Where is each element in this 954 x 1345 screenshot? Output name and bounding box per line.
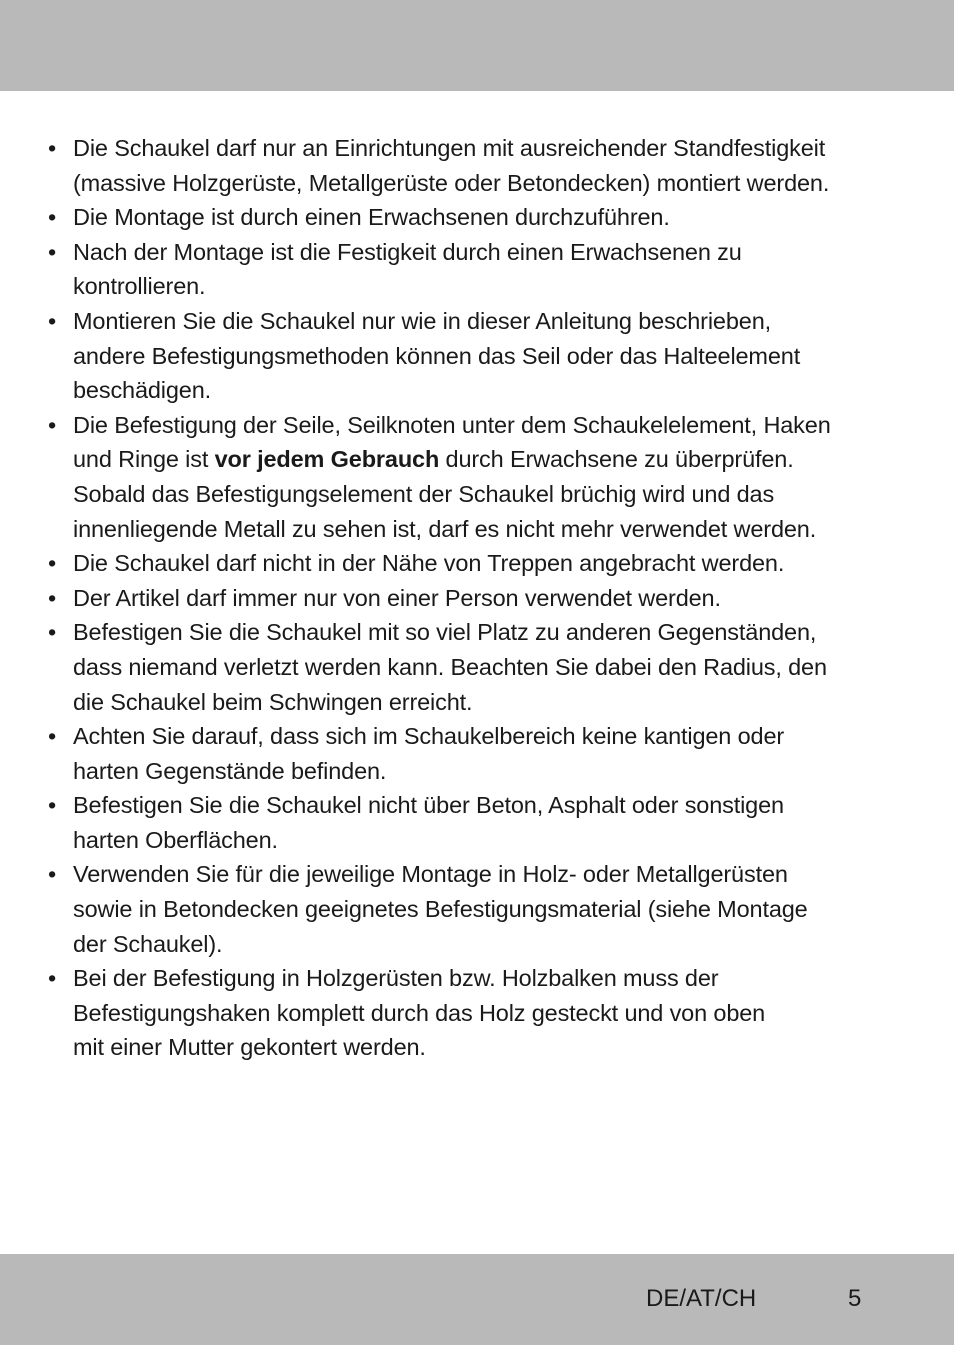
bullet-icon: • <box>48 619 57 646</box>
list-item-text: Die Schaukel darf nur an Einrichtungen mit ausreichender Standfestigkeit <box>73 135 826 161</box>
bullet-list <box>48 131 898 1065</box>
list-item-text: der Schaukel). <box>73 930 223 957</box>
bullet-icon: • <box>48 792 57 819</box>
list-item <box>48 408 898 546</box>
list-item-text: sowie in Betondecken geeignetes Befestigungsmaterial (siehe Montage <box>73 896 808 923</box>
list-item <box>48 235 898 304</box>
bullet-icon: • <box>48 550 57 577</box>
bullet-icon: • <box>48 584 57 611</box>
safety-instructions <box>48 131 898 1065</box>
bullet-icon: • <box>48 135 57 161</box>
list-item-text: Die Befestigung der Seile, Seilknoten unter dem Schaukelelement, Haken <box>73 411 831 438</box>
list-item-text: beschädigen. <box>73 377 212 404</box>
list-item-text: harten Gegenstände befinden. <box>73 757 387 784</box>
list-item-text: Der Artikel darf immer nur von einer Person verwendet werden. <box>73 584 721 611</box>
list-item <box>48 131 898 200</box>
list-item <box>48 546 898 581</box>
bullet-icon: • <box>48 965 57 992</box>
list-item <box>48 719 898 788</box>
bullet-icon: • <box>48 238 57 265</box>
list-item-text: harten Oberflächen. <box>73 826 278 853</box>
list-item <box>48 857 898 961</box>
list-item-text: Die Schaukel darf nicht in der Nähe von Treppen angebracht werden. <box>73 550 785 577</box>
page-number: 5 <box>848 1285 862 1312</box>
footer-locale: DE/AT/CH <box>646 1285 757 1312</box>
text-segment: durch Erwachsene zu überprüfen. <box>439 446 794 473</box>
list-item <box>48 961 898 1065</box>
list-item-text-mixed <box>73 442 898 477</box>
list-item-text: Bei der Befestigung in Holzgerüsten bzw. Holzbalken muss der <box>73 965 719 992</box>
list-item <box>48 581 898 616</box>
list-item <box>48 200 898 235</box>
list-item-text: Sobald das Befestigungselement der Schaukel brüchig wird und das <box>73 480 775 507</box>
list-item-text: (massive Holzgerüste, Metallgerüste oder Betondecken) montiert werden. <box>73 169 830 196</box>
list-item-text: Nach der Montage ist die Festigkeit durch einen Erwachsenen zu <box>73 238 742 265</box>
list-item-text: Achten Sie darauf, dass sich im Schaukelbereich keine kantigen oder <box>73 723 785 750</box>
footer-band <box>0 1254 954 1345</box>
list-item-text: Befestigungshaken komplett durch das Holz gesteckt und von oben <box>73 999 766 1026</box>
list-item-text: andere Befestigungsmethoden können das Seil oder das Halteelement <box>73 342 801 369</box>
bullet-icon: • <box>48 723 57 750</box>
emphasis-text: vor jedem Gebrauch <box>214 446 440 473</box>
list-item-text: dass niemand verletzt werden kann. Beachten Sie dabei den Radius, den <box>73 653 827 680</box>
bullet-icon: • <box>48 411 57 438</box>
list-item-text: Die Montage ist durch einen Erwachsenen durchzuführen. <box>73 204 670 231</box>
list-item <box>48 615 898 719</box>
list-item-text: kontrollieren. <box>73 273 206 300</box>
text-segment: und Ringe ist <box>73 446 215 473</box>
list-item-text: die Schaukel beim Schwingen erreicht. <box>73 688 473 715</box>
list-item-text: Befestigen Sie die Schaukel mit so viel Platz zu anderen Gegenständen, <box>73 619 817 646</box>
bullet-icon: • <box>48 204 57 231</box>
list-item-text: Montieren Sie die Schaukel nur wie in dieser Anleitung beschrieben, <box>73 307 771 334</box>
list-item-text: Verwenden Sie für die jeweilige Montage in Holz- oder Metallgerüsten <box>73 861 788 888</box>
list-item-text: innenliegende Metall zu sehen ist, darf es nicht mehr verwendet werden. <box>73 515 817 542</box>
list-item <box>48 788 898 857</box>
bullet-icon: • <box>48 307 57 334</box>
bullet-icon: • <box>48 861 57 888</box>
list-item-text: mit einer Mutter gekontert werden. <box>73 1034 426 1061</box>
header-band <box>0 0 954 91</box>
list-item <box>48 304 898 408</box>
list-item-text: Befestigen Sie die Schaukel nicht über Beton, Asphalt oder sonstigen <box>73 792 784 819</box>
